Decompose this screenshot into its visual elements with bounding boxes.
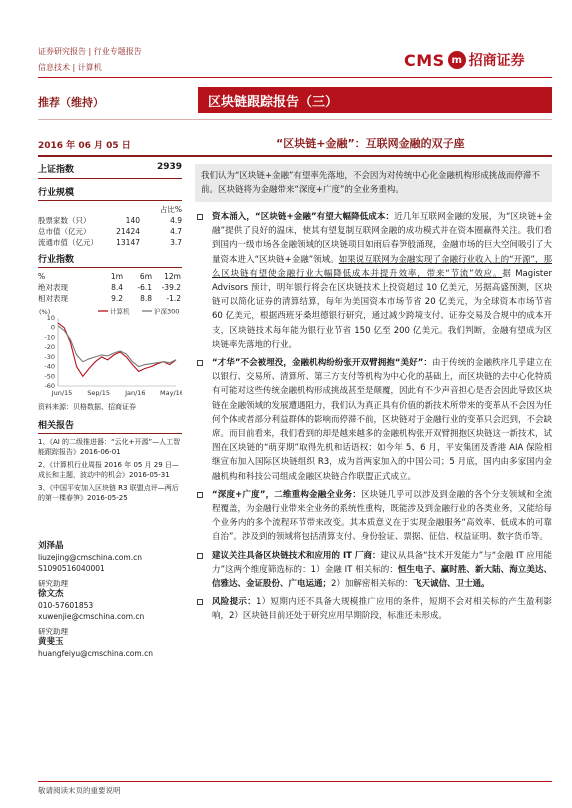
related-report-item[interactable]: 1、《AI 的二级推进器：“云化+开源”—人工智能跟踪报告》2016-06-01 bbox=[38, 438, 181, 456]
index-label: 上证指数 bbox=[38, 165, 75, 175]
perf-cell: -39.2 bbox=[161, 283, 181, 292]
bullet-lead: “才华”不会被埋没，金融机构纷纷张开双臂拥抱“美好”： bbox=[212, 358, 432, 369]
scale-row-pct: 3.7 bbox=[170, 238, 182, 247]
y-tick-label: -30 bbox=[44, 352, 55, 361]
x-tick-label: Jun/15 bbox=[51, 389, 73, 397]
perf-header-row bbox=[38, 271, 182, 282]
bullet-marker-icon bbox=[197, 214, 203, 220]
bullet-text: 由于传统的金融秩序几乎建立在以银行、交易所、清算所、第三方支付等机构为中心化的基础上，而区块链的去中心化特质有可能对这些传统金融机构形成挑战甚至是颠覆，因此有不少声音担心是否会因此导致区块链在金融领域的发展遭遇阻力，我们认为真正具有价值的新技术所带来的变革从不会因为任何个体或者部分利益群体的影响而停滞不前，区块链对于金融行业的变革只会迟到，不会缺席。而目前看来，我们看到的却是越来越多的金融机构张开双臂拥抱区块链这一新技术，试图在区块链的“萌芽期”取得先机和话语权：如今年 5、6 月，平安集团及香港 AIA 保险相继宣布加入国际区块链组织 R3，成为首两家加入的中国公司；5 月底，国内由多家国内金融机构和科技公司组成金融区块链合作联盟正式成立。 bbox=[212, 358, 553, 482]
bullet-item bbox=[195, 210, 552, 352]
y-tick-label: -60 bbox=[44, 382, 55, 390]
header-links-line2: 信息技术 | 计算机 bbox=[38, 63, 102, 72]
report-subtitle: “区块链+金融”：互联网金融的双子座 bbox=[276, 137, 465, 150]
bullet-marker-icon bbox=[197, 360, 203, 366]
assistant-role: 研究助理 bbox=[38, 579, 68, 588]
bullet-stocks: 恒生电子、赢时胜、新大陆、海立美达、信雅达、金证股份、广电运通； bbox=[212, 564, 552, 590]
scale-row-value: 13147 bbox=[116, 238, 140, 247]
report-date: 2016 年 06 月 05 日 bbox=[38, 141, 131, 151]
analyst-name: 刘泽晶 bbox=[38, 541, 64, 551]
analyst-email[interactable]: liuzejing@cmschina.com.cn bbox=[38, 553, 142, 562]
header-sector[interactable]: 信息技术 bbox=[38, 63, 70, 72]
bullet-marker-icon bbox=[197, 553, 203, 559]
scale-row bbox=[38, 215, 182, 226]
scale-row bbox=[38, 226, 182, 237]
scale-row-name: 股票家数（只） bbox=[38, 216, 91, 225]
y-tick-label: -40 bbox=[44, 362, 55, 371]
chart-unit-label: (%) bbox=[39, 308, 51, 316]
cms-logo bbox=[404, 50, 525, 70]
scale-row-name: 总市值（亿元） bbox=[38, 227, 91, 236]
perf-cell: 相对表现 bbox=[38, 294, 68, 303]
footer-divider bbox=[38, 781, 552, 782]
header-industry[interactable]: 计算机 bbox=[77, 63, 102, 72]
index-value: 2939 bbox=[156, 162, 182, 172]
scale-row-pct: 4.7 bbox=[170, 227, 182, 236]
y-tick-label: 10 bbox=[46, 314, 55, 322]
scale-title: 行业规模 bbox=[38, 185, 182, 201]
scale-header-row bbox=[38, 204, 182, 215]
bullet-item bbox=[195, 549, 552, 592]
perf-header-cell: 1m bbox=[110, 272, 123, 281]
y-tick-label: -10 bbox=[44, 333, 55, 342]
x-tick-label: Jan/16 bbox=[125, 389, 146, 397]
bullet-lead: 建议关注具备区块链技术和应用的 IT 厂商： bbox=[212, 550, 381, 561]
scale-row-value: 21424 bbox=[116, 227, 140, 236]
bullet-lead: “深度+广度”，二维重构金融全业务： bbox=[212, 489, 362, 500]
bullet-text: 近几年互联网金融的发展，为“区块链+金融”提供了良好的温床，使其有望复制互联网金融的成功模式并在资本圈赢得关注。我们看到国内一级市场各金融领域的区块链项目如雨后春笋般涌现，金融市场的巨大空间吸引了大量资本进入“区块链+金融”领域。 bbox=[212, 212, 553, 265]
perf-title: 行业指数 bbox=[38, 252, 182, 268]
title-divider bbox=[38, 119, 552, 120]
performance-chart-svg bbox=[38, 306, 182, 401]
perf-cell: -6.1 bbox=[137, 283, 152, 292]
scale-row-pct: 4.9 bbox=[170, 216, 182, 225]
performance-chart bbox=[38, 306, 182, 401]
legend-label: 沪深300 bbox=[154, 307, 180, 316]
bullet-marker-icon bbox=[197, 599, 203, 605]
rating-label: 推荐（维持） bbox=[38, 96, 104, 109]
perf-header-cell: 6m bbox=[139, 272, 152, 281]
perf-cell: 8.4 bbox=[111, 283, 123, 292]
logo-text-cms: CMS bbox=[404, 50, 445, 70]
left-sidebar bbox=[38, 162, 182, 659]
assistant-name: 徐文杰 bbox=[38, 589, 64, 599]
assistant-email[interactable]: xuwenjie@cmschina.com.cn bbox=[38, 612, 145, 621]
subtitle-divider bbox=[38, 155, 552, 157]
title-band bbox=[198, 87, 552, 113]
perf-header-cell: 12m bbox=[164, 272, 181, 281]
perf-cell: 绝对表现 bbox=[38, 283, 68, 292]
perf-cell: 8.8 bbox=[140, 294, 152, 303]
assistant-name: 黄斐玉 bbox=[38, 637, 64, 647]
assistant-role: 研究助理 bbox=[38, 627, 68, 636]
bullet-item bbox=[195, 595, 552, 623]
perf-row bbox=[38, 293, 182, 304]
related-title: 相关报告 bbox=[38, 418, 182, 434]
assistant-tel: 010-57601853 bbox=[38, 601, 94, 610]
logo-mark-icon: m bbox=[448, 51, 466, 69]
bullet-text: 区块链几乎可以涉及到金融的各个分支领域和全流程覆盖，为金融行业带来全业务的系统性重构，既能涉及到金融行业的各类业务，又能给每个业务内的多个流程环节带来改变。其本质意义在于实现金融服务“高效率、低成本的可靠自治”。涉及到的领域将包括清算支付、身份验证、票据、征信、权益证明、数字货币等。 bbox=[212, 489, 553, 543]
x-tick-label: Sep/15 bbox=[87, 389, 111, 397]
bullet-emphasis: 如果说互联网为金融实现了金融行业收入上的“开源”，那么区块链有望使金融行业大幅降低成本并提升效率，带来“节流”效应。 bbox=[212, 254, 553, 279]
y-tick-label: -50 bbox=[44, 372, 55, 381]
header-divider bbox=[38, 77, 552, 78]
series-line-1 bbox=[58, 326, 176, 367]
scale-row bbox=[38, 237, 182, 248]
related-report-item[interactable]: 2、《计算机行业周报 2016 年 05 月 29 日—成长和主题，波动中的机会》2016-05-31 bbox=[38, 461, 179, 479]
bullet-lead: 资本涌入，“区块链+金融”有望大幅降低成本： bbox=[212, 212, 395, 222]
bullet-stocks2: 飞天诚信、卫士通。 bbox=[412, 579, 490, 590]
y-tick-label: -20 bbox=[44, 343, 55, 352]
index-row bbox=[38, 162, 182, 179]
bullet-text2: 2）加解密相关标的： bbox=[331, 579, 413, 590]
y-tick-label: 0 bbox=[50, 323, 55, 332]
chart-source: 资料来源：贝格数据、招商证券 bbox=[38, 403, 136, 411]
report-title: 区块链跟踪报告（三） bbox=[208, 95, 339, 110]
header-links-line1: 证券研究报告 | 行业专题报告 bbox=[38, 47, 142, 56]
scale-row-name: 流通市值（亿元） bbox=[38, 238, 98, 247]
scale-header: 占比% bbox=[159, 205, 182, 214]
bullet-tail: 据 Magister Advisors 预计，明年银行将会在区块链技术上投资超过 10 亿美元，另据高盛预测，区块链可以简化证券的清算结算，每年为美国资本市场节省 20 亿美元，为全球资本市场节省 60 亿美元，根据西班牙桑坦德银行研究，通过减少跨境支付、证券交易及合规中的成本开支，区块链技术每年能为银行业节省 150 亿至 200 亿美元。我们判断，金融有望成为区块链率先落地的行业。 bbox=[212, 268, 552, 350]
bullet-lead: 风险提示： bbox=[212, 597, 257, 608]
series-line-0 bbox=[58, 323, 176, 376]
bullet-text: 1）短期内还不具备大规模推广应用的条件，短期不会对相关标的产生盈利影响，2）区块链目前还处于研究应用早期阶段，标准还未形成。 bbox=[212, 597, 552, 622]
footer-note: 敬请阅读末页的重要说明 bbox=[38, 786, 121, 795]
bullet-marker-icon bbox=[197, 492, 203, 498]
scale-row-value: 140 bbox=[125, 216, 140, 225]
legend-label: 计算机 bbox=[110, 307, 130, 316]
related-report-item[interactable]: 3、《中国平安加入区块链 R3 联盟点评—两后的第一棵春笋》2016-05-25 bbox=[38, 484, 179, 502]
perf-cell: -1.2 bbox=[166, 294, 181, 303]
logo-text-cn: 招商证券 bbox=[468, 53, 525, 69]
bullet-item bbox=[195, 488, 552, 545]
bullet-list bbox=[195, 206, 552, 624]
bullet-text: 建议从具备“技术开发能力”与“金融 IT 应用能力”这两个维度筛选标的：1）金融 IT 相关标的： bbox=[212, 550, 552, 575]
header-report-type[interactable]: 证券研究报告 bbox=[38, 47, 86, 56]
analyst-cert: S1090516040001 bbox=[38, 564, 105, 573]
x-tick-label: May/16 bbox=[160, 389, 182, 397]
perf-header-cell: % bbox=[38, 272, 46, 281]
perf-row bbox=[38, 282, 182, 293]
assistant-email[interactable]: huangfeiyu@cmschina.com.cn bbox=[38, 649, 153, 658]
header-report-subtype[interactable]: 行业专题报告 bbox=[93, 47, 142, 56]
summary-band: 我们认为“区块链+金融”有望率先落地，不会因为对传统中心化金融机构形成挑战而停滞不前。区块链将为金融带来“深度+广度”的全业务重构。 bbox=[195, 164, 552, 202]
bullet-item bbox=[195, 356, 552, 484]
perf-cell: 9.2 bbox=[111, 294, 123, 303]
analyst-block bbox=[38, 541, 182, 659]
